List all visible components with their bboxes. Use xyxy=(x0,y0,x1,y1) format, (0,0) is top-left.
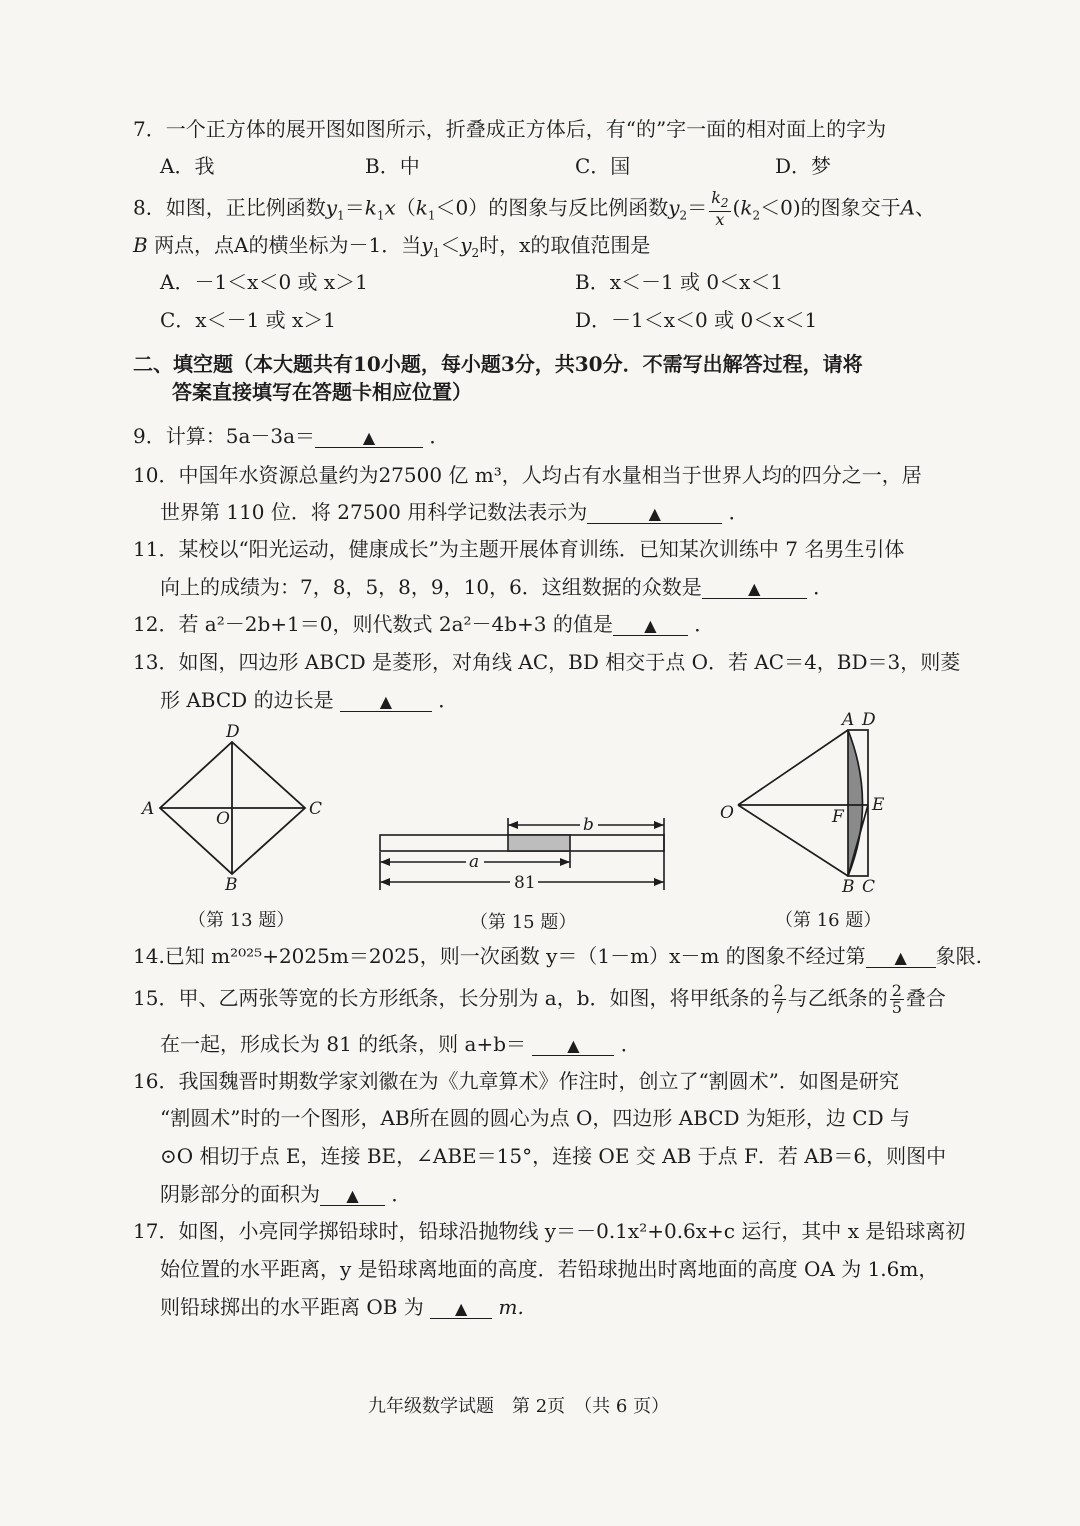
label-o: O xyxy=(720,803,734,823)
answer-blank: ▲ xyxy=(702,576,807,599)
section2-title-line2: 答案直接填写在答题卡相应位置） xyxy=(172,380,472,404)
q10-line2: 世界第 110 位．将 27500 用科学记数法表示为 ▲ ． xyxy=(160,500,749,524)
q8-option-b: B．x＜－1 或 0＜x＜1 xyxy=(575,270,784,294)
label-b: B xyxy=(225,875,238,895)
figure-13-caption: （第 13 题） xyxy=(188,910,295,931)
label-e: E xyxy=(872,795,885,815)
page-footer: 九年级数学试题 第 2页 （共 6 页） xyxy=(368,1396,670,1417)
answer-blank: ▲ xyxy=(866,945,936,968)
q13-line2: 形 ABCD 的边长是 ▲ ． xyxy=(160,688,459,712)
label-d: D xyxy=(862,710,876,730)
figure-16-caption: （第 16 题） xyxy=(775,910,882,931)
q7-stem: 7．一个正方体的展开图如图所示，折叠成正方体后，有“的”字一面的相对面上的字为 xyxy=(133,117,887,141)
label-c: C xyxy=(862,877,876,897)
answer-blank: ▲ xyxy=(315,425,423,448)
q16-line4: 阴影部分的面积为 ▲ ． xyxy=(160,1182,412,1206)
answer-blank: ▲ xyxy=(340,689,432,712)
label-81: 81 xyxy=(514,873,536,893)
q15-line2: 在一起，形成长为 81 的纸条，则 a+b＝ ▲ ． xyxy=(160,1032,641,1056)
q7-option-d: D．梦 xyxy=(775,154,832,178)
label-d: D xyxy=(226,722,240,742)
q8-option-d: D．－1＜x＜0 或 0＜x＜1 xyxy=(575,308,818,332)
answer-blank: ▲ xyxy=(430,1296,492,1319)
q8-stem-c: 的图象交于 xyxy=(800,195,901,220)
label-b: b xyxy=(583,815,594,835)
label-o: O xyxy=(216,809,230,829)
q8-stem-b: 的图象与反比例函数 xyxy=(488,195,669,220)
label-a: A xyxy=(142,799,155,819)
q7-option-a: A．我 xyxy=(160,154,215,178)
figure-13-rhombus xyxy=(160,742,305,874)
answer-blank: ▲ xyxy=(532,1033,614,1056)
fraction-2-7: $\frac{2}{7}$ xyxy=(773,981,784,1017)
q16-line3: ⊙O 相切于点 E，连接 BE，∠ABE＝15°，连接 OE 交 AB 于点 F．若 AB＝6，则图中 xyxy=(160,1144,947,1168)
q17-line1: 17．如图，小亮同学掷铅球时，铅球沿抛物线 y＝－0.1x²+0.6x+c 运行，其中 x 是铅球离初 xyxy=(133,1219,966,1243)
q14: 14.已知 m²⁰²⁵+2025m＝2025，则一次函数 y＝（1－m）x－m 的图象不经过第 ▲ 象限. xyxy=(133,944,983,968)
q16-line1: 16．我国魏晋时期数学家刘徽在为《九章算术》作注时，创立了“割圆术”．如图是研究 xyxy=(133,1069,899,1093)
answer-blank: ▲ xyxy=(613,613,688,636)
label-c: C xyxy=(309,799,323,819)
figure-16-geometry xyxy=(738,730,868,876)
q17-line3: 则铅球掷出的水平距离 OB 为 ▲ m. xyxy=(160,1295,524,1319)
q11-line1: 11．某校以“阳光运动，健康成长”为主题开展体育训练．已知某次训练中 7 名男生引体 xyxy=(133,537,905,561)
q8-stem-a: 8．如图，正比例函数 xyxy=(133,195,326,220)
label-a: a xyxy=(469,852,480,872)
q11-line2: 向上的成绩为：7，8，5，8，9，10，6．这组数据的众数是 ▲ ． xyxy=(160,575,834,599)
q9: 9．计算：5a－3a＝ ▲ ． xyxy=(133,424,450,448)
answer-blank: ▲ xyxy=(320,1183,385,1206)
q8-option-a: A．－1＜x＜0 或 x＞1 xyxy=(160,270,368,294)
q8-option-c: C．x＜－1 或 x＞1 xyxy=(160,308,337,332)
q10-line1: 10．中国年水资源总量约为27500 亿 m³，人均占有水量相当于世界人均的四分之一，居 xyxy=(133,463,922,487)
section2-title-line1: 二、填空题（本大题共有10小题，每小题3分，共30分．不需写出解答过程，请将 xyxy=(133,352,863,376)
q12: 12．若 a²－2b+1＝0，则代数式 2a²－4b+3 的值是 ▲ ． xyxy=(133,612,715,636)
fraction-2-5: $\frac{2}{5}$ xyxy=(891,981,902,1017)
q16-line2: “割圆术”时的一个图形，AB所在圆的圆心为点 O，四边形 ABCD 为矩形，边 CD 与 xyxy=(160,1106,910,1130)
q8-fraction: $\frac{k_2}{x}$ xyxy=(711,188,729,230)
q7-option-c: C．国 xyxy=(575,154,631,178)
figure-15-caption: （第 15 题） xyxy=(470,912,577,933)
q8-line1: 8．如图，正比例函数$y_1=k_1x(k_1<0)$的图象与反比例函数$y_2=$ $\frac{k_2}{x}$ $(k_2<0)$的图象交于A、 xyxy=(133,188,936,230)
answer-blank: ▲ xyxy=(587,501,722,524)
label-f: F xyxy=(832,807,844,827)
q15-line1: 15．甲、乙两张等宽的长方形纸条，长分别为 a，b．如图，将甲纸条的 $\frac{2}{7}$ 与乙纸条的 $\frac{2}{5}$ 叠合 xyxy=(133,981,946,1017)
q13-line1: 13．如图，四边形 ABCD 是菱形，对角线 AC，BD 相交于点 O．若 AC＝4，BD＝3，则菱 xyxy=(133,650,961,674)
label-b: B xyxy=(842,877,855,897)
q7-option-b: B．中 xyxy=(365,154,420,178)
label-a: A xyxy=(842,710,855,730)
q8-line2: B 两点，点A的横坐标为－1．当$y_1<y_2$时，x的取值范围是 xyxy=(133,233,651,260)
q17-line2: 始位置的水平距离，y 是铅球离地面的高度．若铅球抛出时离地面的高度 OA 为 1.6m， xyxy=(160,1257,939,1281)
